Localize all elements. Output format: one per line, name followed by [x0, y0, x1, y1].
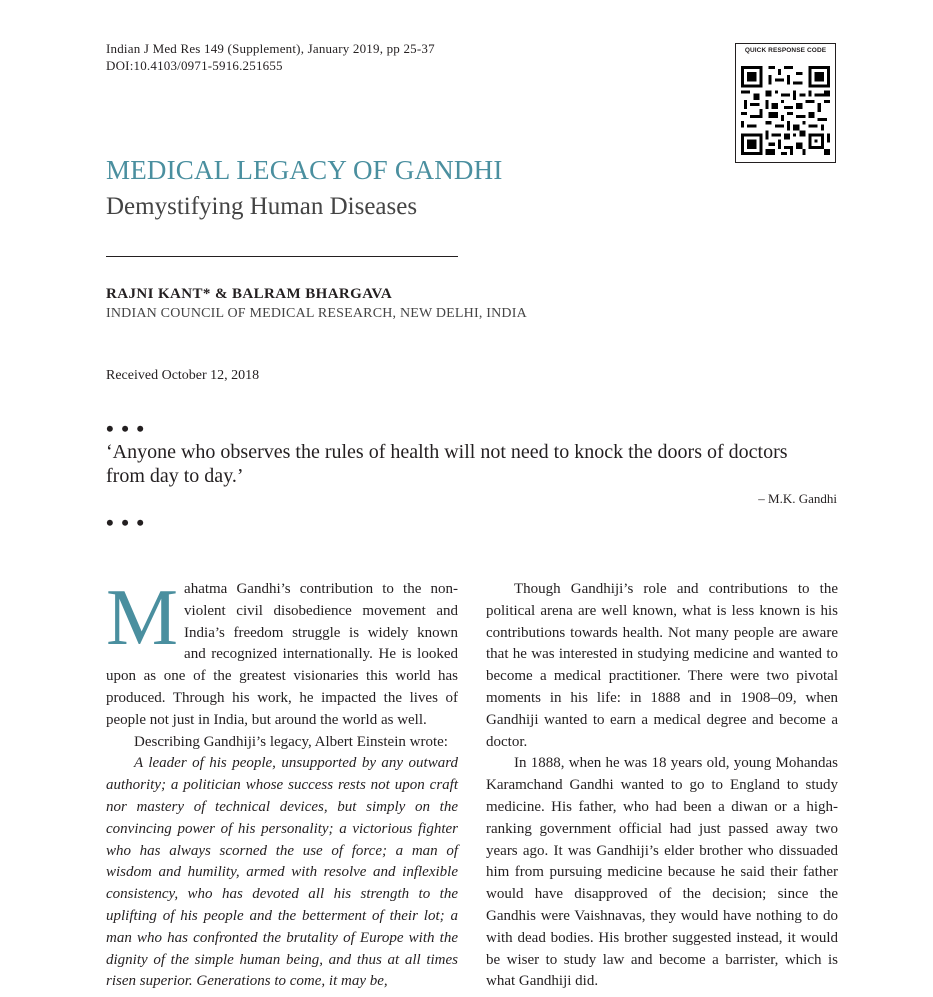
epigraph-attribution: – M.K. Gandhi — [758, 491, 837, 506]
qr-code-box — [735, 43, 836, 163]
einstein-quote: A leader of his people, unsupported by any outward authority; a politician whose success rests not upon craft nor mastery of technical devices, but simply on the convincing power of his personality; a victorious fighter who has always scorned the use of force; a man of wisdom and humility, armed with resolve and inflexible consistency, who has devoted all his strength to the uplifting of his people and the betterment of their lot; a man who has confronted the brutality of Europe with the dignity of the simple human being, and thus at all times risen superior. Generations to come, it may be, — [106, 755, 458, 990]
paragraph: In 1888, when he was 18 years old, young Mohandas Karamchand Gandhi wanted to go to England to study medicine. His father, who had been a diwan or a high-ranking government official had just passed away two years ago. It was Gandhiji’s elder brother who dissuaded him from pursuing medicine because he said their father would have disapproved of the decision; since the Gandhis were Vaishnavas, they would have nothing to do with dead bodies. His brother suggested instead, it would be wiser to study law and become a barrister, which is what Gandhiji did. — [486, 755, 838, 990]
author-affiliation: INDIAN COUNCIL OF MEDICAL RESEARCH, NEW DELHI, INDIA — [106, 306, 527, 321]
paragraph-text: ahatma Gandhi’s contribution to the non-violent civil disobedience movement and India’s freedom struggle is widely known and recognized internationally. He is looked upon as one of the greatest visionaries this world has produced. Through his work, he impacted the lives of people not just in India, but around the world as well. — [106, 581, 458, 728]
article-subtitle: Demystifying Human Diseases — [106, 193, 418, 220]
paragraph — [106, 572, 458, 732]
journal-line: Indian J Med Res 149 (Supplement), January 2019, pp 25-37 — [106, 41, 435, 56]
paragraph: Describing Gandhiji’s legacy, Albert Einstein wrote: — [134, 733, 448, 750]
qr-label: QUICK RESPONSE CODE — [744, 47, 827, 54]
epigraph-quote: ‘Anyone who observes the rules of health will not need to knock the doors of doctors from day to day.’ — [106, 441, 788, 487]
ornament-dots-bottom: • • • — [106, 510, 146, 535]
qr-code-icon — [741, 66, 830, 155]
ornament-dots-top: • • • — [106, 416, 146, 441]
journal-citation — [106, 40, 435, 74]
article-title: MEDICAL LEGACY OF GANDHI — [106, 155, 503, 185]
body-column-left — [106, 572, 458, 993]
drop-cap: M — [106, 572, 179, 662]
doi-line: DOI:10.4103/0971-5916.251655 — [106, 58, 283, 73]
paragraph: Though Gandhiji’s role and contributions to the political arena are well known, what is less known is his contributions towards health. Not many people are aware that he was interested in studying medicine and wanted to become a medical practitioner. There were two pivotal moments in his life: in 1888 and in 1908–09, when Gandhiji wanted to earn a medical degree and become a doctor. — [486, 581, 838, 750]
received-date: Received October 12, 2018 — [106, 368, 260, 383]
author-names: RAJNI KANT* & BALRAM BHARGAVA — [106, 286, 393, 302]
title-divider — [106, 256, 458, 257]
body-column-right — [486, 579, 838, 993]
